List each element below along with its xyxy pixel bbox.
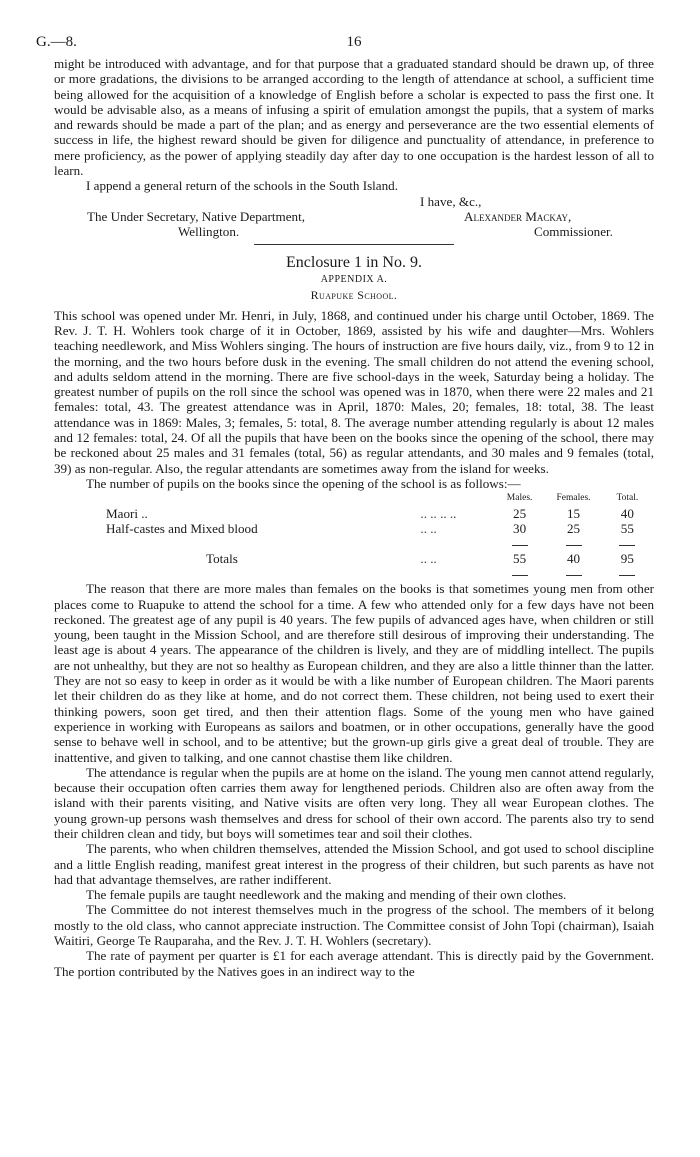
- leader-dots: .. .. .. ..: [420, 506, 457, 522]
- signatory-name: Alexander Mackay,: [464, 208, 572, 224]
- appendix-heading: APPENDIX A.: [320, 273, 388, 285]
- table-header-row: [106, 491, 654, 506]
- body-paragraph: The attendance is regular when the pupils are at home on the island. The young men cannot attend regularly, because their occupation often carries them away for lengthened periods. Children also are often away from the island with their parents visiting, and Native visits are often very long. They all wear European clothes. The young grown-up persons wash themselves and dress for school of their own accord. The parents also try to send their children clean and tidy, but boys will sometimes tear and soil their clothes.: [54, 764, 654, 841]
- enclosure-heading: Enclosure 1 in No. 9.: [286, 253, 422, 271]
- table-rule-row: [106, 566, 654, 581]
- closing-line: I have, &c.,: [420, 193, 482, 209]
- cell-total: 55: [620, 521, 634, 537]
- body-paragraph: The rate of payment per quarter is £1 for each average attendant. This is directly paid by the Government. The portion contributed by the Natives goes in an indirect way to the: [54, 948, 654, 979]
- pupil-table: [106, 491, 654, 581]
- document-page: [36, 34, 654, 979]
- sum-rule: [619, 575, 635, 576]
- body-paragraph: The reason that there are more males than females on the books is that sometimes young men from other places come to Ruapuke to attend the school for a time. A few who attended only for a few days have not been reckoned. The greatest age of any pupil is 40 years. The few pupils of advanced ages have, when children or still young, been taught in the Mission School, and are therefore still desirous of improving their understanding. The least age is about 4 years. The appearance of the children is lively, and they are of middling intellect. The pupils are not unhealthy, but they are not so healthy as European children, and they are also a little thinner than the latter. They are not so easy to keep in order as it would be with a like number of European children. The Maori parents let their children do as they like at home, and do not correct them. These children, not being used to exert their thinking powers, soon get tired, and then their attention flags. Some of the young men who have gained experience in working with Europeans as sailors and boatmen, or in other occupations, generally have the good sense to behave well in school, and to be attentive; but the grown-up girls give a great deal of trouble. They are inattentive, and given to talking, and one cannot chastise them like children.: [54, 581, 654, 765]
- table-row: [106, 521, 654, 536]
- school-heading: Ruapuke School.: [310, 287, 398, 302]
- addressee-place: Wellington.: [178, 223, 240, 239]
- body-paragraph: The parents, who when children themselves, attended the Mission School, and got used to school discipline and a little English reading, manifest great interest in the progress of their children, but such parents as have not had that advantage themselves, are rather indifferent.: [54, 841, 654, 887]
- sum-rule: [619, 545, 635, 546]
- cell-males: 25: [513, 506, 527, 522]
- signatory-title: Commissioner.: [534, 223, 613, 239]
- cell-males: 30: [513, 521, 527, 537]
- signature-block: [54, 194, 654, 240]
- total-males: 55: [513, 551, 527, 567]
- sum-rule: [566, 575, 582, 576]
- table-rule-row: [106, 536, 654, 551]
- cell-females: 25: [566, 521, 581, 537]
- row-label: Half-castes and Mixed blood: [106, 521, 258, 537]
- body-paragraph: The female pupils are taught needlework and the making and mending of their own clothes.: [86, 887, 567, 903]
- column-header-females: Females.: [556, 493, 591, 504]
- sum-rule: [512, 545, 528, 546]
- append-line: I append a general return of the schools in the South Island.: [86, 178, 398, 194]
- row-label: Maori ..: [106, 506, 148, 522]
- cell-females: 15: [566, 506, 581, 522]
- leader-dots: .. ..: [420, 521, 437, 537]
- page-header: [36, 34, 654, 56]
- sum-rule: [512, 575, 528, 576]
- totals-label: Totals: [206, 551, 238, 567]
- page-number: 16: [346, 34, 362, 50]
- intro-paragraph: might be introduced with advantage, and for that purpose that a graduated standard should be drawn up, of three or more gradations, the divisions to be arranged according to the length of attendance at school, a sufficient time being allowed for the acquisition of a knowledge of English before a scholar is expected to pass the first one. It would be advisable also, as a means of infusing a spirit of emulation amongst the pupils, that a system of marks and rewards should be made a part of the plan; and as energy and perseverance are the two essential elements of success in life, the highest reward should be given for diligence and punctuality of attendance, in preference to mere proficiency, as the power of applying steadily day after day to one occupation is the hardest lesson of all to learn.: [54, 56, 654, 179]
- column-header-total: Total.: [616, 493, 639, 504]
- totals-row: [106, 551, 654, 566]
- total-females: 40: [566, 551, 581, 567]
- document-reference: G.—8.: [36, 34, 77, 50]
- body-paragraph: The Committee do not interest themselves much in the progress of the school. The members of it belong mostly to the old class, who cannot appreciate instruction. The Committee consist of John Topi (chairman), Isaiah Waitiri, George Te Rauparaha, and the Rev. J. T. H. Wohlers (secretary).: [54, 902, 654, 949]
- total-total: 95: [620, 551, 634, 567]
- cell-total: 40: [620, 506, 634, 522]
- sum-rule: [566, 545, 582, 546]
- body-paragraph: This school was opened under Mr. Henri, in July, 1868, and continued under his charge until October, 1869. The Rev. J. T. H. Wohlers took charge of it in October, 1869, assisted by his wife and daughter—Mrs. Wohlers teaching needlework, and Miss Wohlers singing. The hours of instruction are five hours daily, viz., from 9 to 12 in the morning, and the two hours before dusk in the evening. The small children do not attend the evening school, and adults seldom attend in the morning. There are five school-days in the week, Saturday being a holiday. The greatest number of pupils on the roll since the school was opened was in 1870, when there were 22 males and 21 females: total, 43. The greatest attendance was in April, 1870: Males, 20; females, 18: total, 38. The least attendance was in 1869: Males, 3; females, 5: total, 8. The average number attending regularly is about 12 males and 12 females: total, 24. Of all the pupils that have been on the books since the opening of the school, there may be reckoned about 25 males and 31 females (total, 56) as regular attendants, and 30 males and 9 females (total, 39) as non-regular. Also, the regular attendants are sometimes away from the island for weeks.: [54, 307, 654, 476]
- addressee: The Under Secretary, Native Department,: [87, 208, 306, 224]
- table-row: [106, 506, 654, 521]
- column-header-males: Males.: [506, 493, 533, 504]
- section-divider: [254, 244, 454, 245]
- table-intro: The number of pupils on the books since the opening of the school is as follows:—: [86, 475, 521, 491]
- leader-dots: .. ..: [420, 551, 437, 567]
